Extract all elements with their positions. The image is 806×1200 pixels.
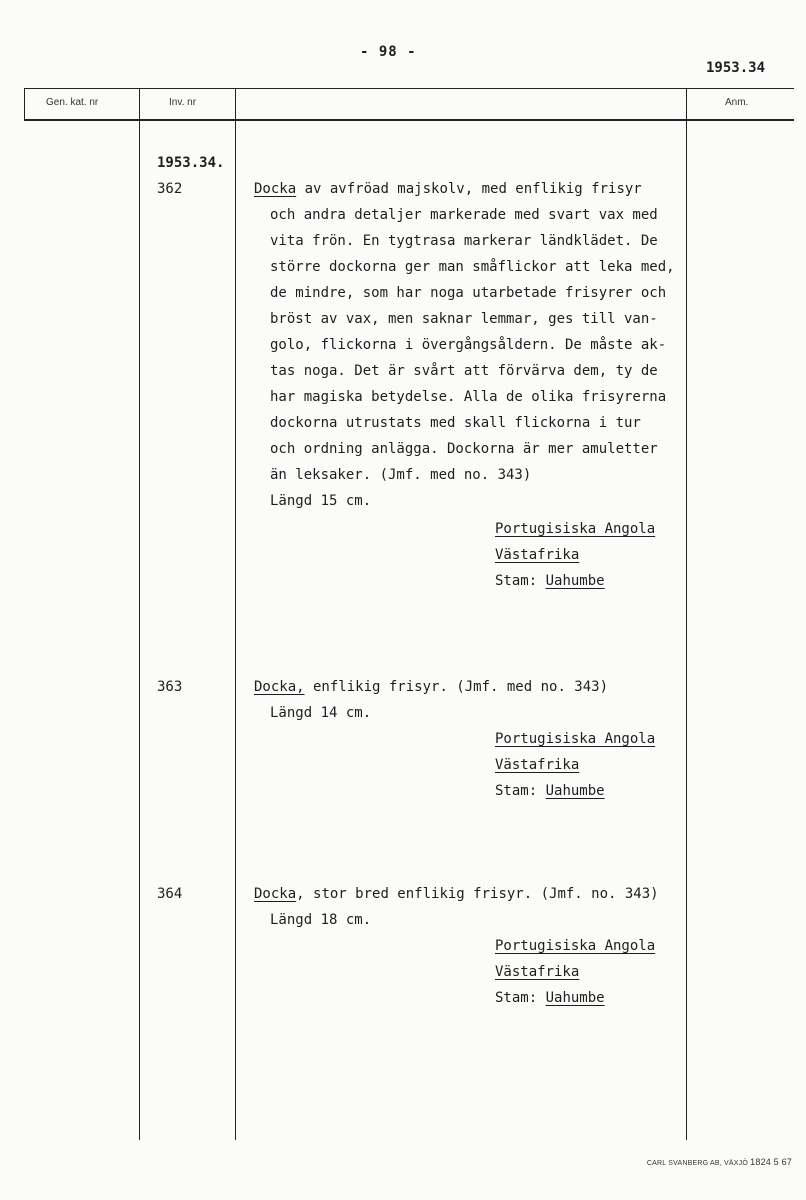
group-header: 1953.34. [157, 155, 225, 171]
stam-label: Stam: [495, 783, 538, 799]
page-corner-reference: 1953.34 [706, 60, 766, 76]
description-line: golo, flickorna i övergångsåldern. De måste ak- [270, 337, 667, 353]
column-divider-gen-inv [139, 88, 140, 1140]
length-line: Längd 18 cm. [270, 912, 372, 928]
origin-block [495, 933, 655, 1011]
description-line: bröst av vax, men saknar lemmar, ges till van- [270, 311, 658, 327]
object-title: Docka [254, 886, 297, 902]
description-line: än leksaker. (Jmf. med no. 343) [270, 467, 532, 483]
description-line: dockorna utrustats med skall flickorna i tur [270, 415, 641, 431]
inv-number: 363 [157, 679, 183, 695]
length-line: Längd 15 cm. [270, 493, 372, 509]
object-title: Docka [254, 181, 297, 197]
description-line: vita frön. En tygtrasa markerar ländklädet. De [270, 233, 658, 249]
inv-number: 364 [157, 886, 183, 902]
printer-imprint [647, 1157, 792, 1167]
form-code: 1824 5 67 [750, 1157, 792, 1167]
entry-description [254, 176, 675, 514]
origin-continent: Västafrika [495, 547, 580, 563]
column-divider-left-edge [24, 88, 25, 120]
length-line: Längd 14 cm. [270, 705, 372, 721]
description-line: av avfröad majskolv, med enflikig frisyr [296, 181, 642, 197]
column-divider-inv-desc [235, 88, 236, 1140]
column-header-gen-kat: Gen. kat. nr [46, 97, 99, 108]
printer-name: CARL SVANBERG AB, VÄXJÖ [646, 1160, 748, 1167]
description-line: tas noga. Det är svårt att förvärva dem, ty de [270, 363, 658, 379]
stam-value: Uahumbe [545, 990, 605, 1006]
entry-description [254, 674, 608, 726]
stam-value: Uahumbe [545, 783, 605, 799]
description-line: och ordning anlägga. Dockorna är mer amuletter [270, 441, 658, 457]
column-divider-desc-anm [686, 88, 687, 1140]
column-header-anm: Anm. [725, 97, 749, 108]
origin-region: Portugisiska Angola [495, 938, 656, 954]
origin-continent: Västafrika [495, 964, 580, 980]
stam-value: Uahumbe [545, 573, 605, 589]
stam-label: Stam: [495, 573, 538, 589]
object-title: Docka, [254, 679, 305, 695]
inv-number: 362 [157, 181, 183, 197]
description-line: , stor bred enflikig frisyr. (Jmf. no. 343) [296, 886, 659, 902]
entry-description [254, 881, 659, 933]
description-line: enflikig frisyr. (Jmf. med no. 343) [304, 679, 609, 695]
origin-region: Portugisiska Angola [495, 731, 656, 747]
origin-region: Portugisiska Angola [495, 521, 656, 537]
description-line: större dockorna ger man småflickor att leka med, [270, 259, 675, 275]
page-number: - 98 - [360, 44, 417, 60]
column-header-inv: Inv. nr [169, 97, 197, 108]
description-line: och andra detaljer markerade med svart vax med [270, 207, 658, 223]
stam-label: Stam: [495, 990, 538, 1006]
origin-block [495, 726, 655, 804]
origin-continent: Västafrika [495, 757, 580, 773]
description-line: har magiska betydelse. Alla de olika frisyrerna [270, 389, 667, 405]
description-line: de mindre, som har noga utarbetade frisyrer och [270, 285, 667, 301]
origin-block [495, 516, 655, 594]
